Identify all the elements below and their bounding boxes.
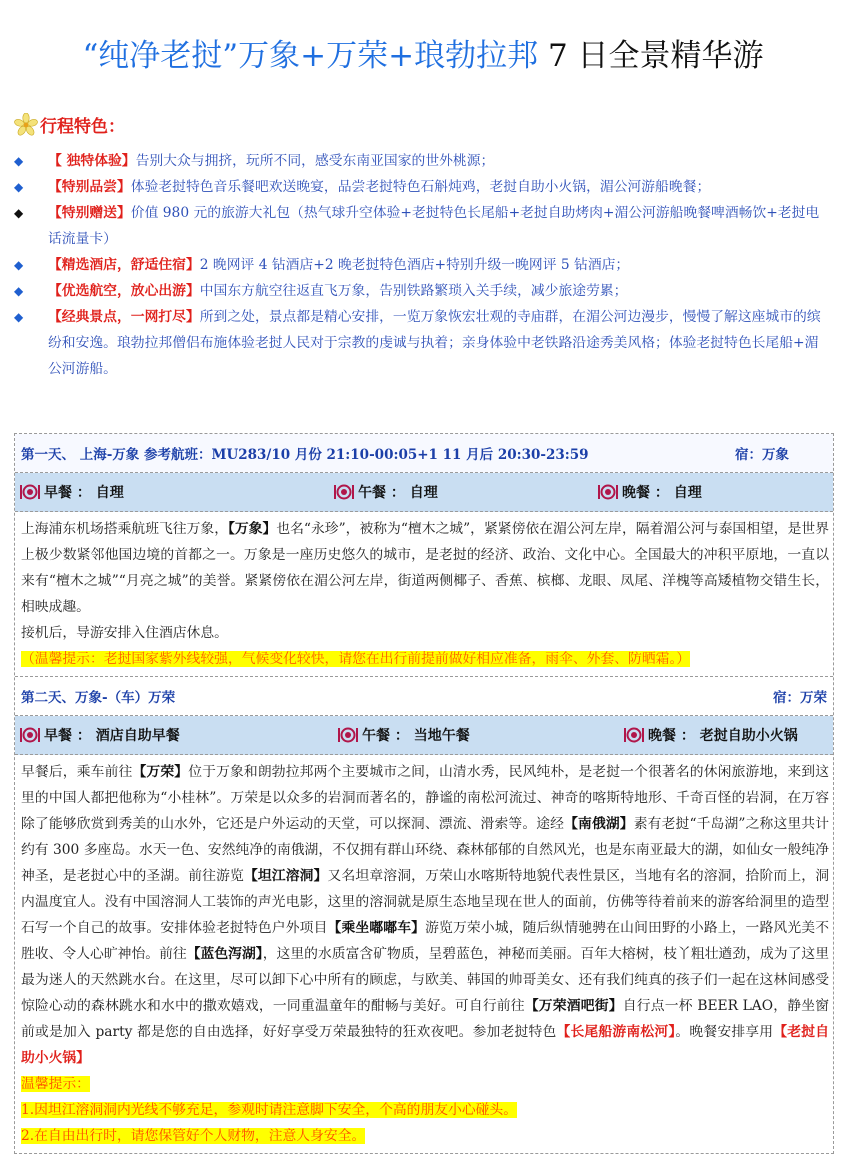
- day2-text: 游览万荣小城，随后纵情驰骋在山间田野的小路上，一路风光美不胜收、令人心旷神怡。前往: [21, 920, 830, 962]
- day1-header: [15, 434, 833, 473]
- day2-text: 。晚餐安排享用: [675, 1024, 774, 1040]
- day2-highlight: 【乘坐嘟嘟车】: [327, 920, 426, 936]
- day2-meals: [15, 716, 833, 755]
- day2-highlight: 【坦江溶洞】: [243, 868, 328, 884]
- title-part1: “纯净老挝”万象+万荣+琅勃拉邦: [82, 38, 539, 74]
- feature-item: [12, 148, 832, 174]
- day2-text: 自行点一杯 BEER LAO，静坐窗前或是加入 party 都是您的自由选择，好好享受万荣最独特的狂欢夜吧。参加老挝特色: [21, 998, 830, 1040]
- day1-lunch: [333, 482, 597, 502]
- day1-text: 上海浦东机场搭乘航班飞往万象，: [21, 521, 229, 537]
- day1-dinner: [597, 482, 702, 502]
- day2-highlight: 【南俄湖】: [564, 816, 634, 832]
- meal-icon: [337, 726, 359, 744]
- day1-body: [15, 512, 833, 677]
- day1-title: 第一天、 上海-万象 参考航班：MU283/10 月份 21:10-00:05+1 11 月后 20:30-23:59: [21, 447, 589, 463]
- meal-icon: [623, 726, 645, 744]
- day1-paragraph: [21, 516, 829, 620]
- feature-item: [12, 174, 832, 200]
- features-heading: [14, 112, 125, 137]
- day2-text: 素有老挝“千岛湖”之称这里共计约有 300 多座岛。水天一色、安然纯净的南俄湖，不仅拥有群山环绕、森林郁郁的自然风光，也是东南亚最大的湖，如仙女一般纯净神圣，是老挝心中的圣湖。前往游览: [21, 816, 830, 884]
- feature-item: [12, 304, 832, 382]
- day2-lunch: [337, 725, 623, 745]
- day2-tip2: 2.在自由出行时，请您保管好个人财物，注意人身安全。: [21, 1128, 366, 1144]
- feature-tag: 【 独特体验】: [48, 153, 136, 169]
- day1-highlight: 【万象】: [228, 521, 277, 537]
- feature-text: 中国东方航空往返直飞万象，告别铁路繁琐入关手续，减少旅途劳累；: [199, 283, 628, 299]
- features-list: [12, 148, 832, 382]
- feature-text: 价值 980 元的旅游大礼包（热气球升空体验+老挝特色长尾船+老挝自助烤肉+湄公河游船晚餐啤酒畅饮+老挝电话流量卡）: [48, 205, 820, 247]
- day2-text: 又名坦章溶洞，万荣山水喀斯特地貌代表性景区，当地有名的溶洞，拾阶而上，洞内温度宜人。没有中国溶洞人工装饰的声光电影，这里的溶洞就是原生态地呈现在世人的面前，仿佛等待着前来的游客给洞里的造型石写一个自己的故事。安排体验老挝特色户外项目: [21, 868, 830, 936]
- page-title: [0, 30, 846, 75]
- day2-text: 早餐后，乘车前往: [21, 764, 133, 780]
- day2-body: [15, 755, 833, 1153]
- day2-header: [15, 677, 833, 716]
- feature-tag: 【特别赠送】: [48, 205, 131, 221]
- diamond-bullet-icon: ◆: [14, 206, 24, 220]
- diamond-bullet-icon: ◆: [14, 258, 24, 272]
- day2-breakfast: [15, 725, 337, 745]
- day2-highlight: 【蓝色泻湖】: [186, 946, 263, 962]
- day2-lunch-text: 午餐 ： 当地午餐: [362, 728, 470, 744]
- diamond-bullet-icon: ◆: [14, 284, 24, 298]
- day1-breakfast: [15, 482, 333, 502]
- day2-highlight: 【万荣酒吧街】: [524, 998, 623, 1014]
- day2-dinner: [623, 725, 798, 745]
- diamond-bullet-icon: ◆: [14, 154, 24, 168]
- feature-text: 所到之处，景点都是精心安排，一览万象恢宏壮观的寺庙群，在湄公河边漫步，慢慢了解这座城市的缤纷和安逸。琅勃拉邦僧侣布施体验老挝人民对于宗教的虔诚与执着；亲身体验中老铁路沿途秀美风格；体验老挝特色长尾船+湄公河游船。: [48, 309, 821, 377]
- day2-dinner-text: 晚餐 ： 老挝自助小火锅: [648, 728, 798, 744]
- features-heading-text: 行程特色：: [40, 117, 125, 137]
- feature-item: [12, 200, 832, 252]
- day1-dinner-text: 晚餐 ： 自理: [622, 485, 702, 501]
- day2-title: 第二天、万象-（车）万荣: [21, 690, 176, 706]
- feature-tag: 【优选航空，放心出游】: [48, 283, 200, 299]
- day2-tip-title: 温馨提示：: [21, 1076, 90, 1092]
- day2-red-highlight: 【老挝自助小火锅】: [21, 1024, 830, 1066]
- feature-text: 体验老挝特色音乐餐吧欢送晚宴，品尝老挝特色石斛炖鸡，老挝自助小火锅，湄公河游船晚餐；: [130, 179, 711, 195]
- day2-stay: 宿：万荣: [773, 690, 827, 706]
- day2-paragraph: [21, 759, 829, 1071]
- feature-text: 告别大众与拥挤，玩所不同，感受东南亚国家的世外桃源；: [135, 153, 495, 169]
- day2-highlight: 【万荣】: [132, 764, 189, 780]
- meal-icon: [19, 483, 41, 501]
- day1-stay: 宿：万象: [735, 447, 789, 463]
- day2-breakfast-text: 早餐 ： 酒店自助早餐: [44, 728, 180, 744]
- feature-item: [12, 252, 832, 278]
- feature-item: [12, 278, 832, 304]
- day1-tip: （温馨提示：老挝国家紫外线较强，气候变化较快，请您在出行前提前做好相应准备，雨伞、外套、防晒霜。）: [21, 651, 691, 667]
- meal-icon: [333, 483, 355, 501]
- day1-text: 也名“永珍”，被称为“檀木之城”，紧紧傍依在湄公河左岸，隔着湄公河与泰国相望，是世界上极少数紧邻他国边境的首都之一。万象是一座历史悠久的城市，是老挝的经济、政治、文化中心。全国最大的冲积平原地，一直以来有“檀木之城”“月亮之城”的美誉。紧紧傍依在湄公河左岸，街道两侧椰子、香蕉、槟榔、龙眼、凤尾、洋槐等高矮植物交错生长，相映成趣。: [21, 521, 829, 615]
- flower-icon: [14, 113, 38, 137]
- feature-tag: 【特别品尝】: [48, 179, 131, 195]
- feature-tag: 【经典景点，一网打尽】: [48, 309, 200, 325]
- day1-lunch-text: 午餐 ： 自理: [358, 485, 438, 501]
- day1-breakfast-text: 早餐 ： 自理: [44, 485, 124, 501]
- feature-tag: 【精选酒店，舒适住宿】: [48, 257, 200, 273]
- diamond-bullet-icon: ◆: [14, 310, 24, 324]
- itinerary-table: [14, 433, 834, 1154]
- meal-icon: [597, 483, 619, 501]
- day2-text: 位于万象和朗勃拉邦两个主要城市之间，山清水秀，民风纯朴，是老挝一个很著名的休闲旅游地，来到这里的中国人都把他称为“小桂林”。万荣是以众多的岩洞而著名的，静谧的南松河流过、神奇的喀斯特地形、千奇百怪的岩洞，在万容除了能够欣赏到秀美的山水外，它还是户外运动的天堂，可以探洞、漂流、滑索等。途经: [21, 764, 829, 832]
- day2-text: ，这里的水质富含矿物质，呈碧蓝色，神秘而美丽。百年大榕树，枝丫粗壮遒劲，成为了这里最为迷人的天然跳水台。在这里，尽可以卸下心中所有的顾虑，与欧美、韩国的帅哥美女、还有我们纯真的孩子们一起在这林间感受惊险心动的森林跳水和水中的撒欢嬉戏，一同重温童年的酣畅与美好。可自行前往: [21, 946, 830, 1014]
- feature-text: 2 晚网评 4 钻酒店+2 晚老挝特色酒店+特别升级一晚网评 5 钻酒店；: [199, 257, 630, 273]
- day2-tip1: 1.因坦江溶洞洞内光线不够充足，参观时请注意脚下安全，个高的朋友小心碰头。: [21, 1102, 518, 1118]
- day1-paragraph: 接机后，导游安排入住酒店休息。: [21, 625, 228, 641]
- diamond-bullet-icon: ◆: [14, 180, 24, 194]
- day1-meals: [15, 473, 833, 512]
- day2-red-highlight: 【长尾船游南松河】: [556, 1024, 676, 1040]
- title-part2: 7 日全景精华游: [538, 38, 764, 74]
- meal-icon: [19, 726, 41, 744]
